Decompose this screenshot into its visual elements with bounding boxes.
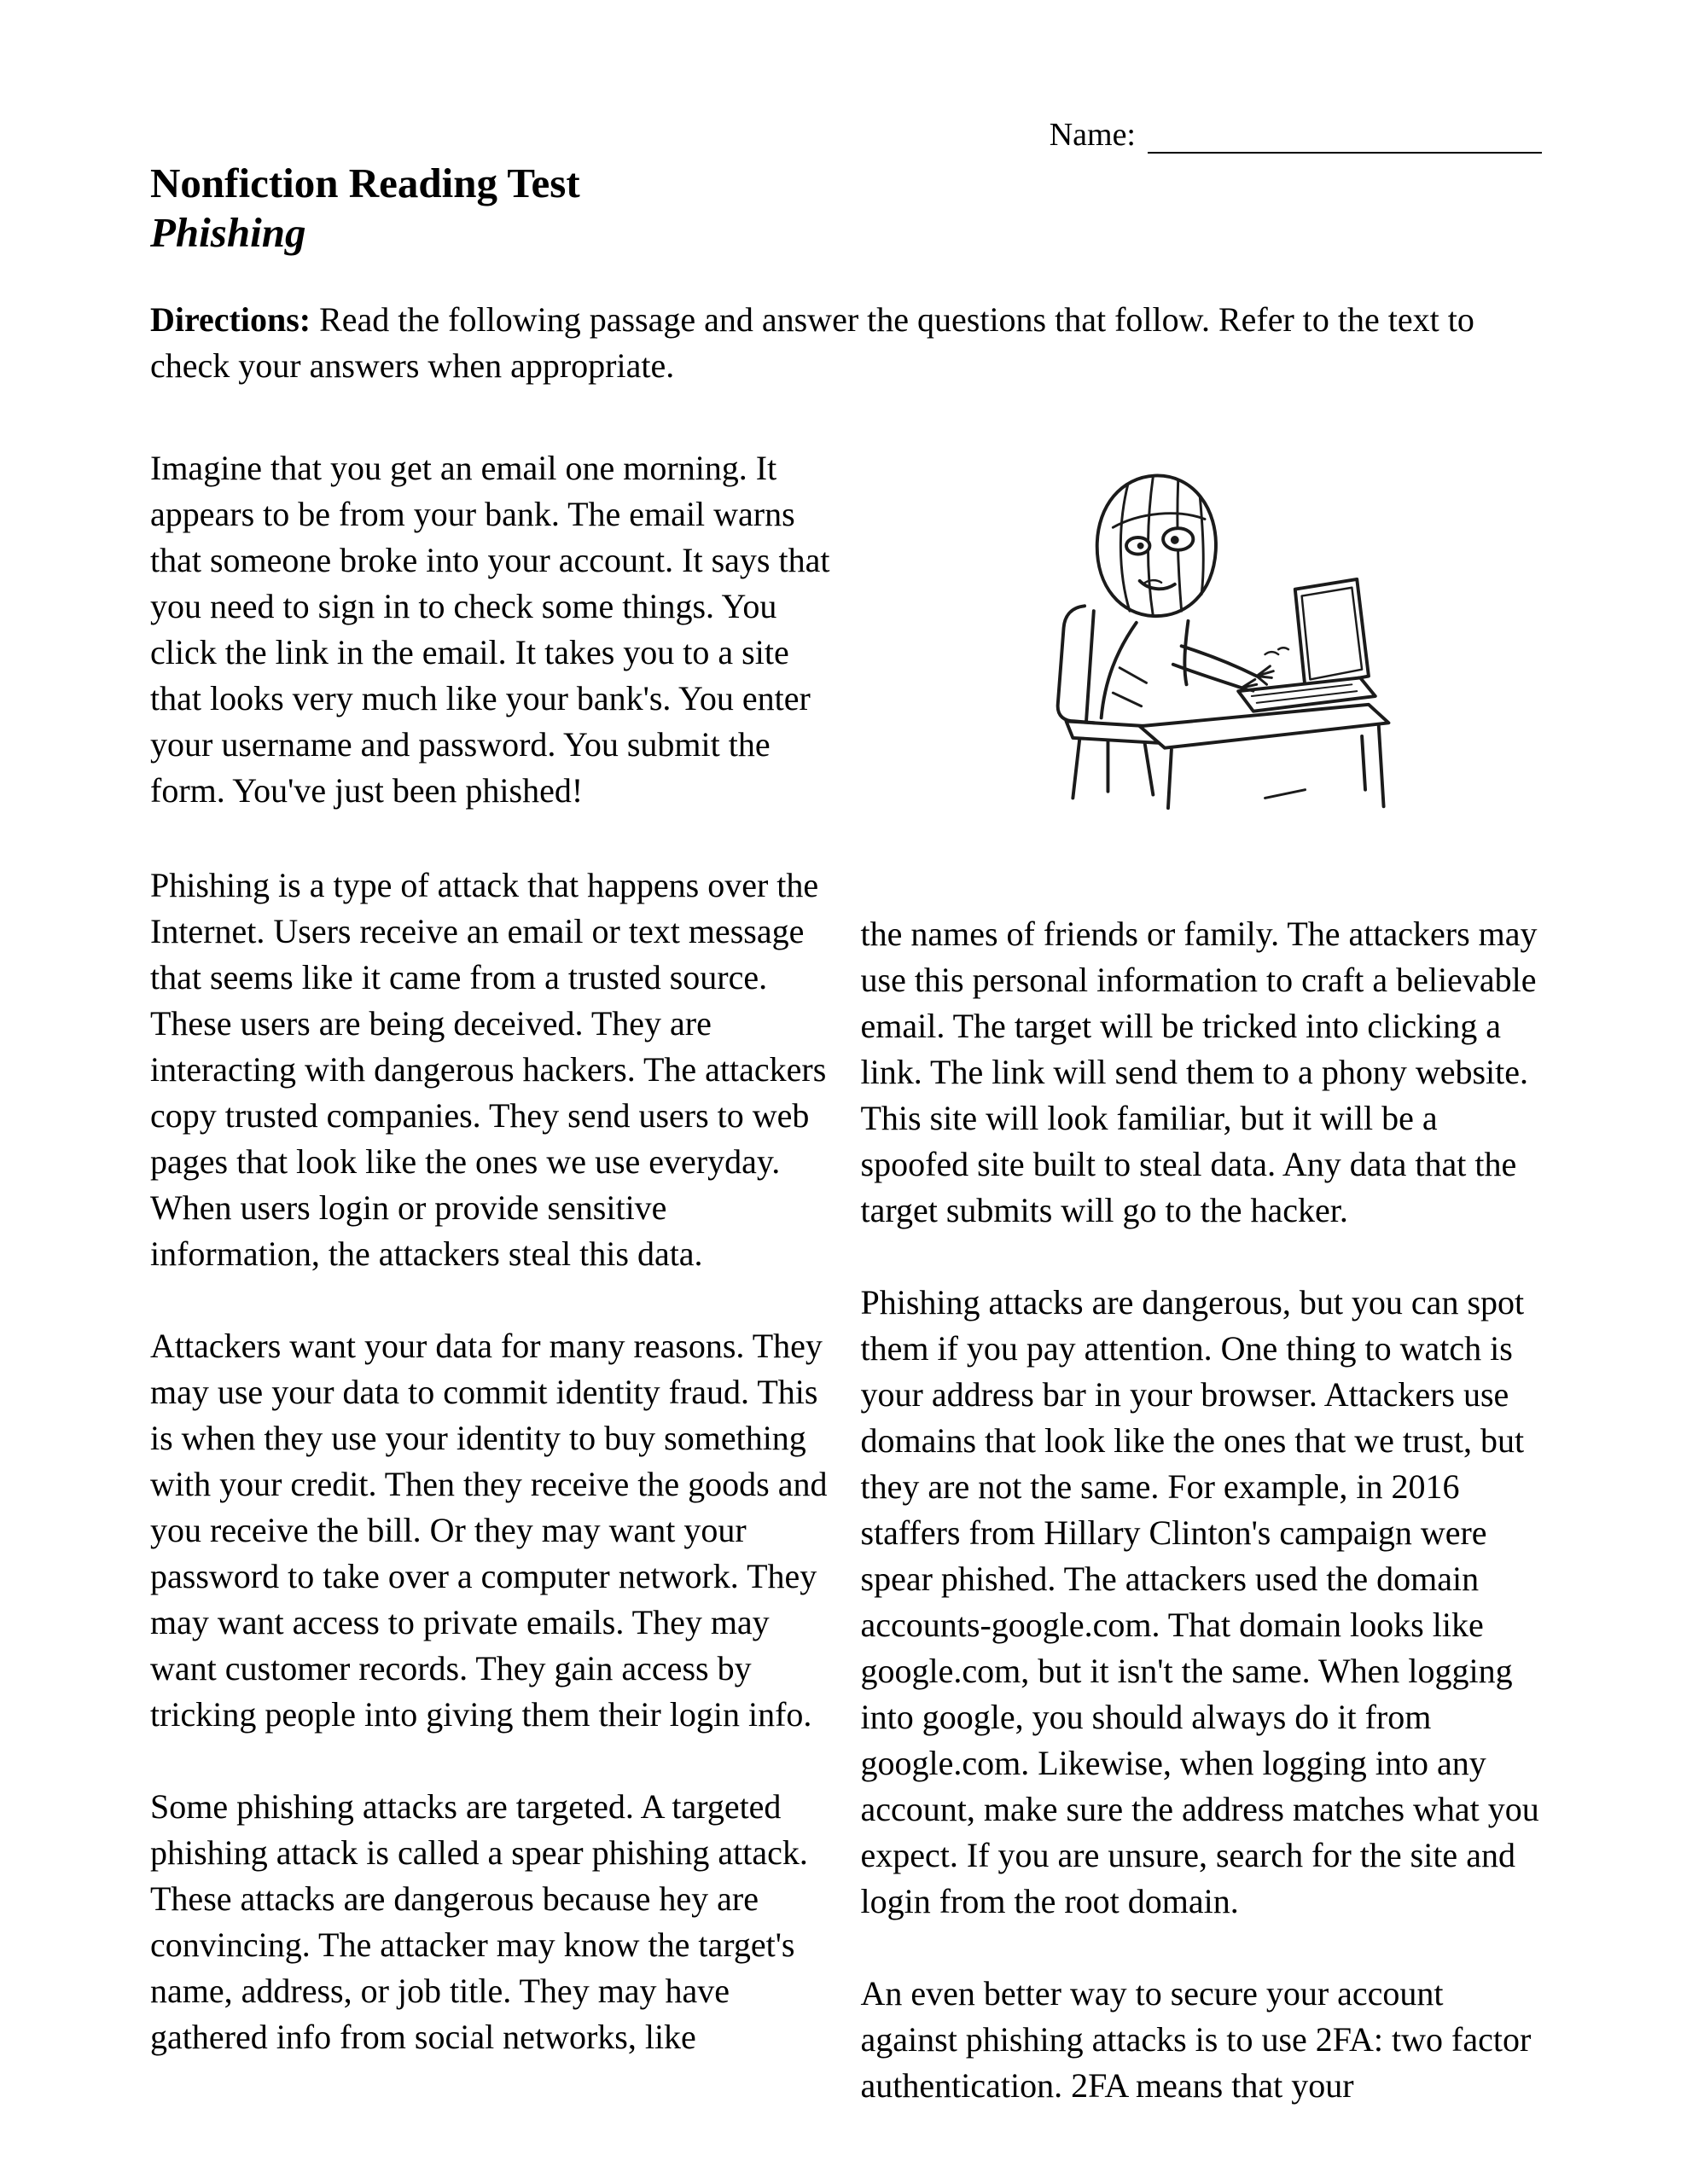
hacker-at-laptop-illustration: [1013, 457, 1400, 816]
hacker-illustration-svg: [1013, 457, 1400, 816]
directions-text: Read the following passage and answer the questions that follow. Refer to the text to check your answers when appropriate.: [150, 300, 1474, 385]
intro-row: [150, 445, 1542, 816]
page-title: Nonfiction Reading Test: [150, 160, 580, 206]
hacker-head: [1097, 475, 1216, 616]
passage-column-right: [861, 863, 1543, 2155]
passage-paragraph-2: Phishing is a type of attack that happens over the Internet. Users receive an email or text message that seems like it came from a trusted source. These users are being deceived. They are interacting with dangerous hackers. The attackers copy trusted companies. They send users to web pages that look like the ones we use everyday. When users login or provide sensitive information, the attackers steal this data.: [150, 866, 827, 1273]
passage-paragraph-3: Attackers want your data for many reasons. They may use your data to commit identity fraud. This is when they use your identity to buy something with your credit. Then they receive the goods and you receive the bill. Or they may want your password to take over a computer network. They may want access to private emails. They may want customer records. They gain access by tricking people into giving them their login info.: [150, 1327, 828, 1734]
name-blank-line: [1148, 119, 1542, 154]
passage-paragraph-6: An even better way to secure your account against phishing attacks is to use 2FA: two factor authentication. 2FA means that your: [860, 1974, 1532, 2105]
passage-paragraph-5: Phishing attacks are dangerous, but you can spot them if you pay attention. One thing to watch is your address bar in your browser. Attackers use domains that look like the ones that we trust, but they are not the same. For example, in 2016 staffers from Hillary Clinton's campaign were spear phished. The attackers used the domain accounts-google.com. That domain looks like google.com, but it isn't the same. When logging into google, you should always do it from google.com. Likewise, when logging into any account, make sure the address matches what you expect. If you are unsure, search for the site and login from the root domain.: [860, 1283, 1539, 1920]
hacker-arm-lower: [1173, 665, 1242, 688]
passage-column-left: [150, 863, 832, 2155]
hacker-body: [1102, 623, 1137, 718]
passage-paragraph-1: Imagine that you get an email one morning. It appears to be from your bank. The email warns that someone broke into your account. It says that you need to sign in to check some things. You click the link in the email. It takes you to a site that looks very much like your bank's. You enter your username and password. You submit the form. You've just been phished!: [150, 449, 830, 810]
passage-paragraph-4: Some phishing attacks are targeted. A targeted phishing attack is called a spear phishing attack. These attacks are dangerous because hey are convincing. The attacker may know the target's name, address, or job title. They may have gathered info from social networks, like: [150, 1787, 808, 2056]
motion-marks: [1265, 648, 1288, 654]
passage-paragraph-4-continued: the names of friends or family. The attackers may use this personal information to craft a believable email. The target will be tricked into clicking a link. The link will send them to a phony website. This site will look familiar, but it will be a spoofed site built to steal data. Any data that the target submits will go to the hacker.: [860, 915, 1538, 1229]
passage-columns: [150, 863, 1542, 2155]
directions: [150, 297, 1542, 389]
directions-label: Directions:: [150, 300, 311, 339]
name-label: Name:: [1049, 117, 1136, 153]
page-subtitle: Phishing: [150, 209, 306, 256]
name-field-row: [150, 116, 1542, 154]
